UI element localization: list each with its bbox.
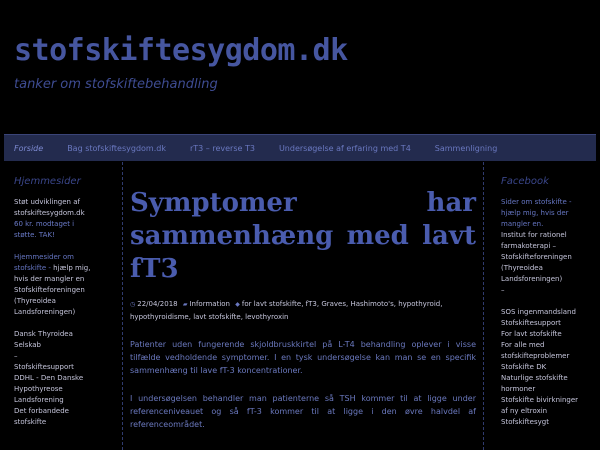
clock-icon: ◷: [130, 301, 136, 308]
facebook-link[interactable]: (Thyreoidea: [501, 264, 543, 272]
sidebar-link[interactable]: Stofskiftesupport: [14, 363, 74, 371]
facebook-text: hjælp mig, hvis der: [501, 209, 569, 217]
left-sidebar: [14, 176, 114, 439]
sidebar-link[interactable]: Dansk Thyroidea: [14, 330, 73, 338]
nav-item-bag[interactable]: Bag stofskiftesygdom.dk: [67, 143, 166, 153]
site-tagline: tanker om stofskiftebehandling: [14, 77, 218, 92]
facebook-link[interactable]: hormoner: [501, 385, 536, 393]
post-title-word[interactable]: sammenhæng: [130, 221, 334, 251]
sidebar-link[interactable]: DDHL - Den Danske: [14, 374, 84, 382]
sidebar-link[interactable]: (Thyreoidea: [14, 297, 56, 305]
facebook-link[interactable]: Stofskifte DK: [501, 363, 547, 371]
support-thanks: støtte. TAK!: [14, 231, 55, 239]
post-meta: [130, 298, 476, 323]
facebook-link[interactable]: Naturlige stofskifte: [501, 374, 568, 382]
post-title[interactable]: [130, 187, 476, 286]
nav-item-rt3[interactable]: rT3 – reverse T3: [189, 143, 255, 153]
main-nav: [4, 134, 596, 161]
left-sidebar-heading: Hjemmesider: [14, 176, 81, 187]
facebook-link[interactable]: For lavt stofskifte: [501, 330, 562, 338]
nav-item-undersoegelse[interactable]: Undersøgelse af erfaring med T4: [278, 143, 411, 153]
facebook-link[interactable]: SOS ingenmandsland: [501, 308, 576, 316]
support-widget: [14, 197, 114, 241]
post-paragraph: I undersøgelsen behandler man patienterne så TSH kommer til at ligge under referenceniveauet og så fT-3 kommer til at ligge i den øvre halvdel af referenceområdet.: [130, 394, 476, 429]
facebook-link[interactable]: For alle med: [501, 341, 545, 349]
help-text: stofskifte -: [14, 264, 54, 272]
facebook-link[interactable]: Stofskifteforeningen: [501, 253, 572, 261]
facebook-link[interactable]: farmakoterapi –: [501, 242, 557, 250]
sidebar-separator: –: [501, 286, 505, 294]
facebook-pages-widget: [501, 197, 589, 296]
nav-item-sammenligning[interactable]: Sammenligning: [434, 143, 498, 153]
sidebar-link[interactable]: Selskab: [14, 341, 42, 349]
site-title[interactable]: stofskiftesygdom.dk: [14, 33, 348, 68]
post-title-word[interactable]: med: [346, 221, 409, 251]
support-link[interactable]: stofskiftesygdom.dk: [14, 209, 85, 217]
facebook-link[interactable]: stofskifteproblemer: [501, 352, 570, 360]
right-sidebar: [501, 176, 589, 439]
column-divider: [483, 162, 484, 450]
post-title-word[interactable]: har: [426, 188, 476, 218]
help-link[interactable]: hvis der mangler en: [14, 275, 85, 283]
post-tags[interactable]: for lavt stofskifte, fT3, Graves, Hashimoto's, hypothyroid,: [241, 300, 443, 308]
post-category[interactable]: Information: [189, 300, 230, 308]
sidebar-link[interactable]: Hypothyreose: [14, 385, 63, 393]
help-link[interactable]: hjælp mig,: [53, 264, 91, 272]
post-date[interactable]: 22/04/2018: [137, 300, 178, 308]
column-divider: [122, 162, 123, 450]
facebook-link[interactable]: Landsforeningen): [501, 275, 563, 283]
sidebar-link[interactable]: Det forbandede: [14, 407, 69, 415]
main-content: [130, 187, 476, 431]
post-title-word[interactable]: Symptomer: [130, 188, 297, 218]
facebook-text: mangler en.: [501, 220, 544, 228]
links-widget: [14, 329, 114, 428]
post-paragraph: Patienter uden fungerende skjoldbruskkirtel på L-T4 behandling oplever i visse tilfælde vedholdende symptomer. I en tysk undersøgelse kan man se en specifik sammenhæng til lave fT-3 koncentrationer.: [130, 340, 476, 375]
facebook-link[interactable]: Stofskiftesupport: [501, 319, 561, 327]
post-title-word[interactable]: lavt: [422, 221, 476, 251]
facebook-link[interactable]: Stofskifte bivirkninger: [501, 396, 579, 404]
sidebar-link[interactable]: Stofskifteforeningen: [14, 286, 85, 294]
sidebar-separator: –: [14, 352, 18, 360]
support-link[interactable]: Støt udviklingen af: [14, 198, 80, 206]
sidebar-link[interactable]: Landsforeningen): [14, 308, 76, 316]
right-sidebar-heading: Facebook: [501, 176, 549, 187]
nav-item-forside[interactable]: Forside: [14, 143, 44, 153]
post-tags[interactable]: hypothyroidisme, lavt stofskifte, levothyroxin: [130, 313, 289, 321]
facebook-text: Sider om stofskifte -: [501, 198, 572, 206]
sidebar-link[interactable]: Landsforening: [14, 396, 64, 404]
help-widget: [14, 252, 114, 318]
facebook-link[interactable]: af ny eltroxin: [501, 407, 548, 415]
post-title-word[interactable]: fT3: [130, 254, 179, 284]
facebook-groups-widget: [501, 307, 589, 428]
support-amount: 60 kr. modtaget i: [14, 220, 75, 228]
help-text: Hjemmesider om: [14, 253, 75, 261]
facebook-link[interactable]: Institut for rationel: [501, 231, 567, 239]
facebook-link[interactable]: Stofskiftesygt: [501, 418, 549, 426]
folder-icon: ▰: [182, 301, 188, 308]
tag-icon: ◆: [235, 301, 240, 308]
sidebar-link[interactable]: stofskifte: [14, 418, 47, 426]
